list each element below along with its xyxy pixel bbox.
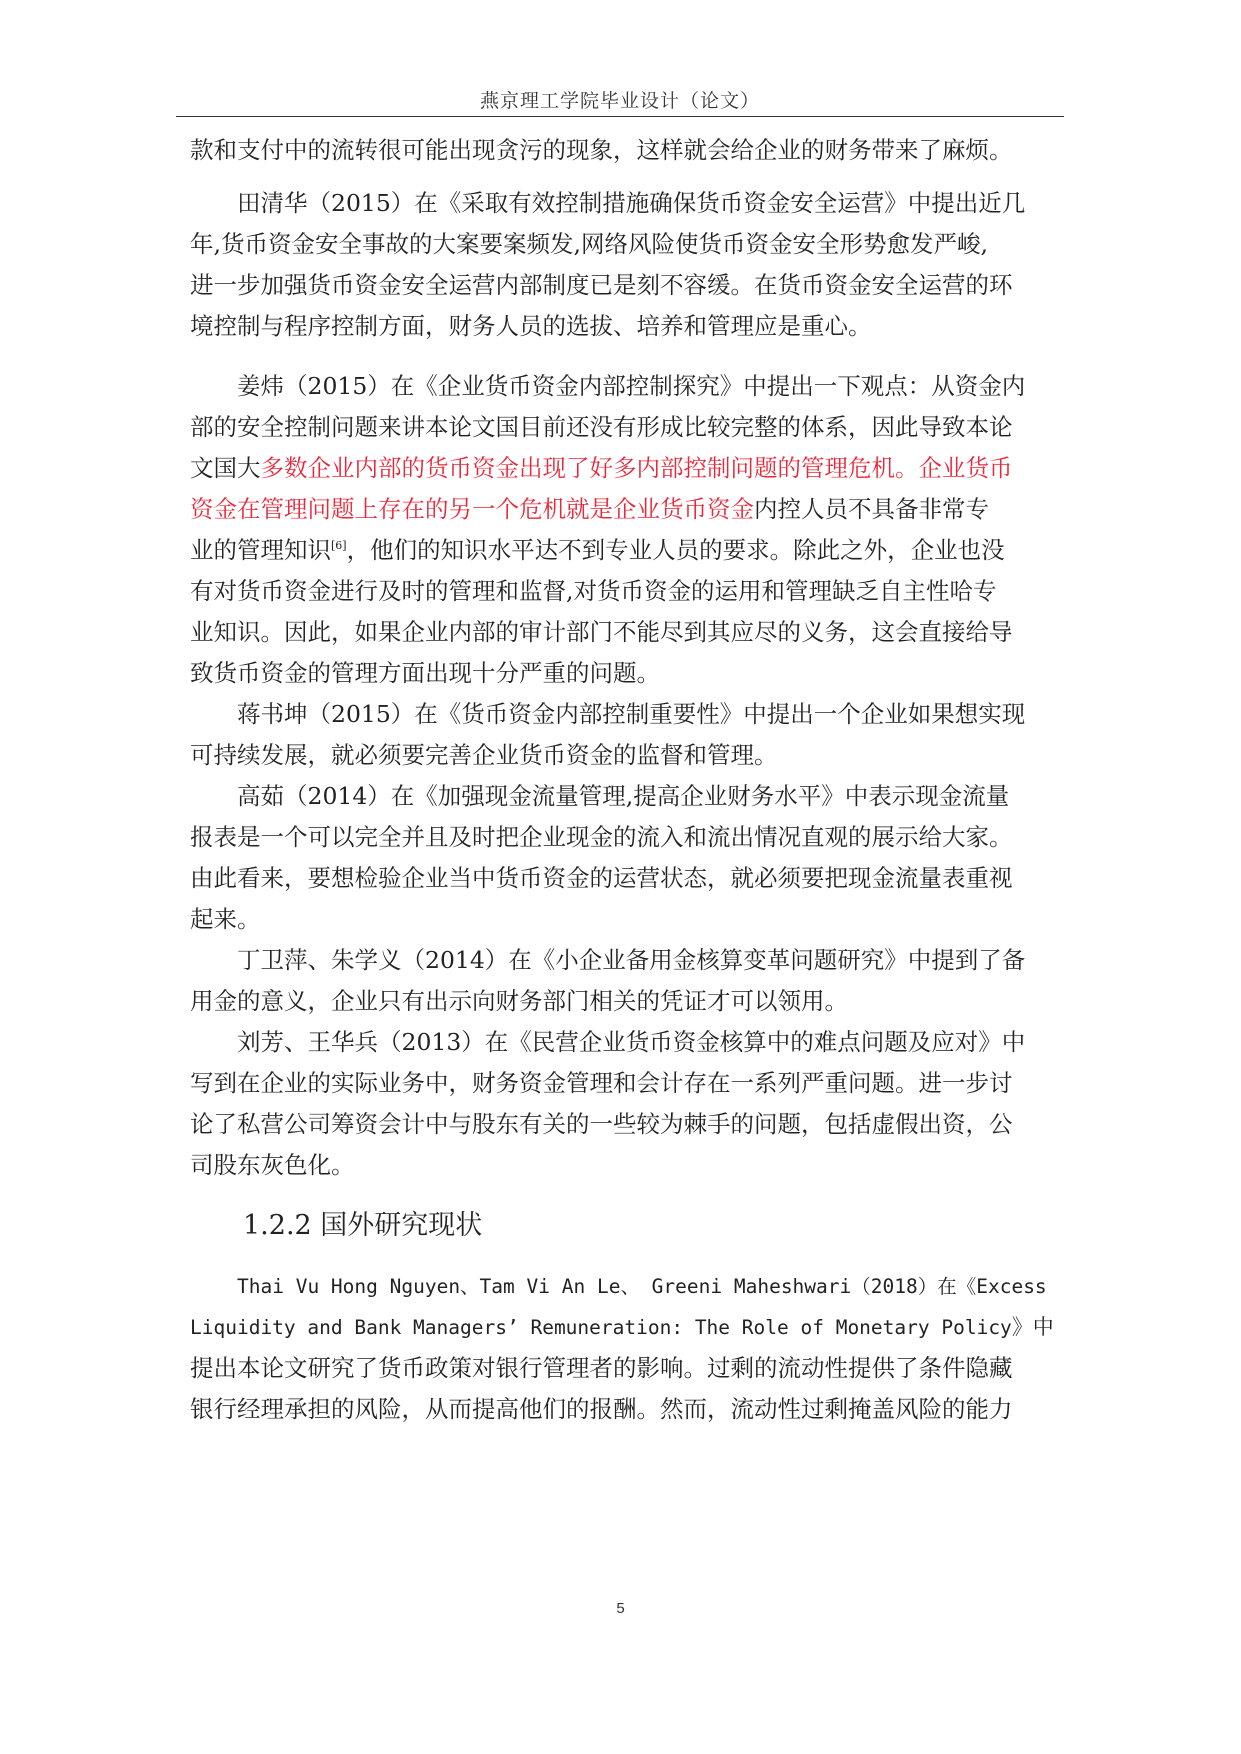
text-run: ，他们的知识水平达不到专业人员的要求。除此之外，企业也没: [346, 536, 1005, 564]
paragraph-line: 进一步加强货币资金安全运营内部制度已是刻不容缓。在货币资金安全运营的环: [190, 271, 1013, 299]
paragraph-jiang-shukun: [190, 694, 1062, 776]
paragraph-gao-ru: [190, 776, 1062, 940]
paragraph-line: [190, 1266, 1062, 1307]
paragraph-foreign-research: [190, 1266, 1062, 1430]
page-number: 5: [616, 1600, 625, 1617]
paragraph-line: 姜炜（2015）在《企业货币资金内部控制探究》中提出一下观点：从资金内: [237, 372, 1026, 400]
paragraph-ding-weiping: [190, 940, 1062, 1022]
paragraph-liu-fang: [190, 1022, 1062, 1186]
text-run: Excess: [976, 1275, 1047, 1298]
paragraph-tian-qinghua: [190, 183, 1062, 347]
paragraph-line: 起来。: [190, 905, 261, 933]
highlighted-text: 资金在管理问题上存在的另一个危机就是企业货币资金: [190, 495, 754, 523]
paragraph-line: [190, 489, 1062, 530]
paragraph-line: 银行经理承担的风险，从而提高他们的报酬。然而，流动性过剩掩盖风险的能力: [190, 1395, 1013, 1423]
paragraph-line: 款和支付中的流转很可能出现贪污的现象，这样就会给企业的财务带来了麻烦。: [190, 136, 1013, 164]
paragraph-line: 部的安全控制问题来讲本论文国目前还没有形成比较完整的体系，因此导致本论: [190, 413, 1013, 441]
paragraph-line: 致货币资金的管理方面出现十分严重的问题。: [190, 659, 660, 687]
section-heading: 1.2.2 国外研究现状: [243, 1210, 483, 1241]
paragraph-line: [190, 530, 1062, 571]
paragraph-line: 论了私营公司筹资会计中与股东有关的一些较为棘手的问题，包括虚假出资，公: [190, 1110, 1013, 1138]
header-divider: [176, 116, 1064, 117]
paragraph-jiang-wei: [190, 366, 1062, 694]
text-run: Liquidity and Bank Managers’ Remuneration: The Role of Monetary Policy: [190, 1316, 1012, 1339]
paragraph-line: [190, 1307, 1062, 1348]
paragraph-line: [190, 448, 1062, 489]
text-run: Thai Vu Hong Nguyen、Tam Vi An Le、 Greeni Maheshwari（2018）在《: [237, 1275, 977, 1298]
paragraph-line: 田清华（2015）在《采取有效控制措施确保货币资金安全运营》中提出近几: [237, 189, 1026, 217]
paragraph-line: 境控制与程序控制方面，财务人员的选拔、培养和管理应是重心。: [190, 312, 872, 340]
text-run: 业的管理知识: [190, 536, 331, 564]
paragraph-line: 由此看来，要想检验企业当中货币资金的运营状态，就必须要把现金流量表重视: [190, 864, 1013, 892]
paragraph-line: 高茹（2014）在《加强现金流量管理,提高企业财务水平》中表示现金流量: [237, 782, 1010, 810]
paragraph-line: 报表是一个可以完全并且及时把企业现金的流入和流出情况直观的展示给大家。: [190, 823, 1013, 851]
paragraph-line: 用金的意义，企业只有出示向财务部门相关的凭证才可以领用。: [190, 987, 848, 1015]
paragraph-line: 刘芳、王华兵（2013）在《民营企业货币资金核算中的难点问题及应对》中: [237, 1028, 1026, 1056]
text-run: 文国大: [190, 454, 261, 482]
text-run: 》中: [1011, 1315, 1054, 1339]
highlighted-text: 多数企业内部的货币资金出现了好多内部控制问题的管理危机。企业货币: [260, 454, 1013, 482]
paragraph-line: 写到在企业的实际业务中，财务资金管理和会计存在一系列严重问题。进一步讨: [190, 1069, 1013, 1097]
paragraph-line: 有对货币资金进行及时的管理和监督,对货币资金的运用和管理缺乏自主性哈专: [190, 577, 997, 605]
paragraph-line: 蒋书坤（2015）在《货币资金内部控制重要性》中提出一个企业如果想实现: [237, 700, 1026, 728]
paragraph-line: 司股东灰色化。: [190, 1151, 355, 1179]
text-run: 内控人员不具备非常专: [754, 495, 989, 523]
paragraph-line: 提出本论文研究了货币政策对银行管理者的影响。过剩的流动性提供了条件隐藏: [190, 1354, 1013, 1382]
citation-reference[interactable]: [6]: [331, 539, 347, 553]
paragraph-line: 业知识。因此，如果企业内部的审计部门不能尽到其应尽的义务，这会直接给导: [190, 618, 1013, 646]
paragraph-line: 年,货币资金安全事故的大案要案频发,网络风险使货币资金安全形势愈发严峻,: [190, 230, 988, 258]
document-body: [190, 130, 1062, 1430]
paragraph-line: 可持续发展，就必须要完善企业货币资金的监督和管理。: [190, 741, 778, 769]
page-header-title: 燕京理工学院毕业设计（论文）: [479, 90, 760, 112]
paragraph-line: 丁卫萍、朱学义（2014）在《小企业备用金核算变革问题研究》中提到了备: [237, 946, 1026, 974]
